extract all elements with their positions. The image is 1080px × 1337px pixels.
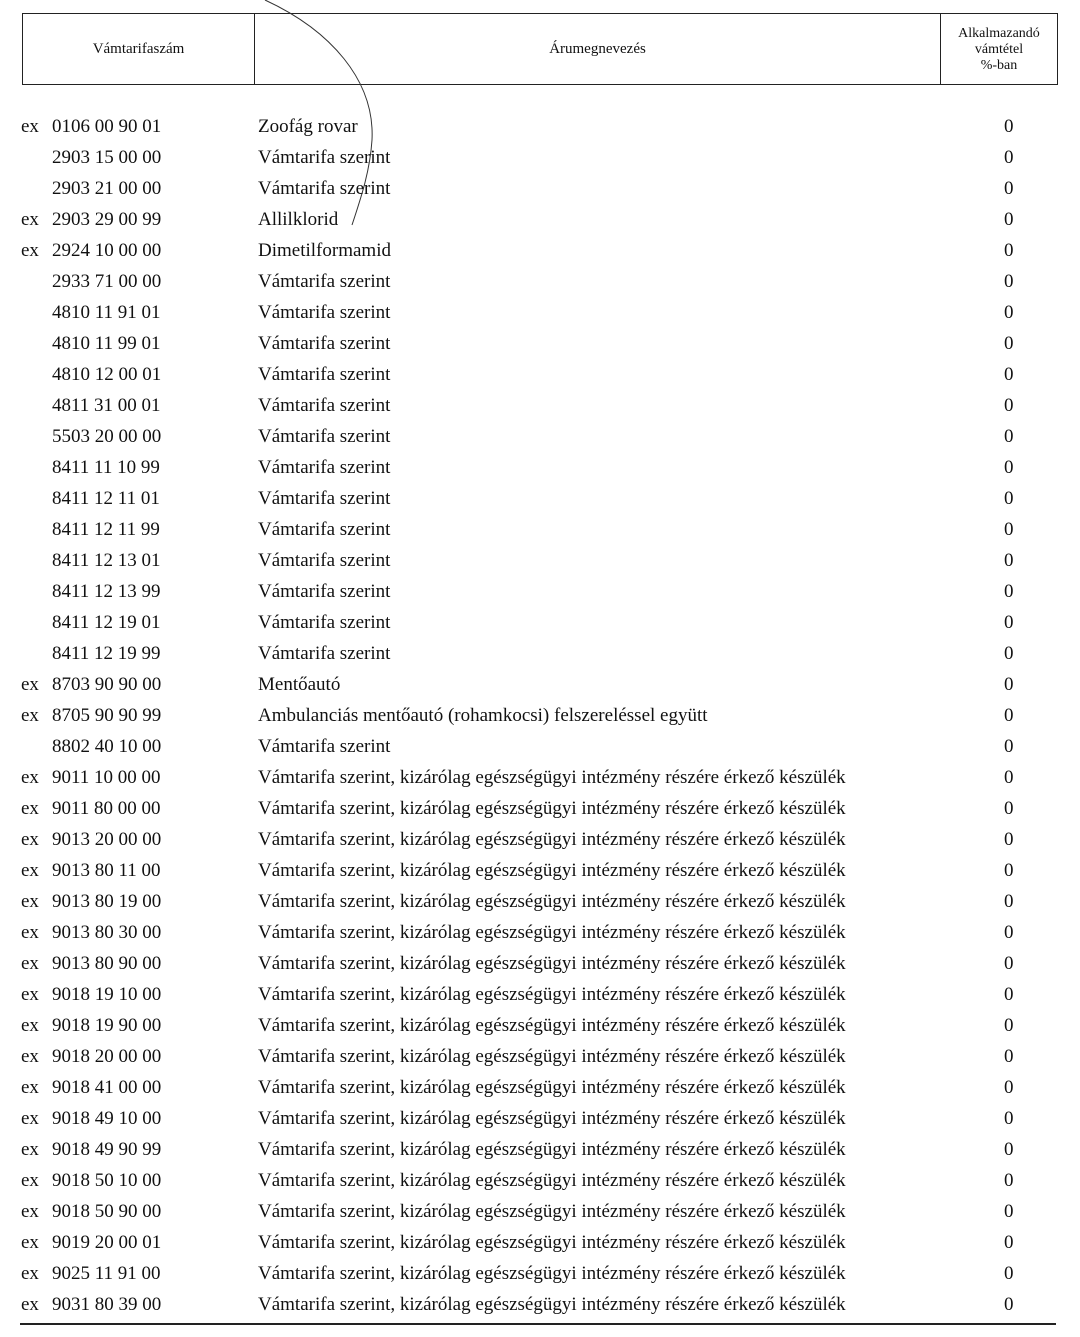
table-row (0, 576, 1080, 607)
table-row (0, 204, 1080, 235)
product-description: Vámtarifa szerint, kizárólag egészségügyi intézmény részére érkező készülék (258, 984, 846, 1005)
tariff-code: 9013 80 90 00 (52, 953, 162, 974)
ex-prefix: ex (21, 891, 39, 912)
ex-prefix: ex (21, 922, 39, 943)
product-description: Vámtarifa szerint (258, 147, 391, 168)
table-row (0, 1103, 1080, 1134)
product-description: Vámtarifa szerint, kizárólag egészségügyi intézmény részére érkező készülék (258, 1232, 846, 1253)
tariff-code: 8411 12 11 01 (52, 488, 160, 509)
duty-rate: 0 (1004, 1139, 1014, 1160)
duty-rate: 0 (1004, 364, 1014, 385)
table-row (0, 483, 1080, 514)
ex-prefix: ex (21, 767, 39, 788)
table-row (0, 979, 1080, 1010)
product-description: Vámtarifa szerint, kizárólag egészségügyi intézmény részére érkező készülék (258, 1046, 846, 1067)
duty-rate: 0 (1004, 457, 1014, 478)
table-row (0, 638, 1080, 669)
ex-prefix: ex (21, 1232, 39, 1253)
ex-prefix: ex (21, 240, 39, 261)
tariff-code: 8411 12 13 01 (52, 550, 161, 571)
duty-rate: 0 (1004, 1108, 1014, 1129)
duty-rate: 0 (1004, 240, 1014, 261)
tariff-code: 9019 20 00 01 (52, 1232, 162, 1253)
ex-prefix: ex (21, 209, 39, 230)
duty-rate: 0 (1004, 798, 1014, 819)
tariff-code: 8802 40 10 00 (52, 736, 162, 757)
tariff-code: 8411 12 11 99 (52, 519, 160, 540)
header-product-description: Árumegnevezés (255, 14, 941, 84)
product-description: Vámtarifa szerint (258, 488, 391, 509)
duty-rate: 0 (1004, 612, 1014, 633)
product-description: Vámtarifa szerint (258, 550, 391, 571)
ex-prefix: ex (21, 1077, 39, 1098)
product-description: Vámtarifa szerint (258, 178, 391, 199)
duty-rate: 0 (1004, 922, 1014, 943)
table-row (0, 235, 1080, 266)
tariff-code: 9013 80 19 00 (52, 891, 162, 912)
table-row (0, 514, 1080, 545)
table-bottom-rule (20, 1323, 1056, 1325)
product-description: Vámtarifa szerint (258, 333, 391, 354)
product-description: Vámtarifa szerint, kizárólag egészségügyi intézmény részére érkező készülék (258, 953, 846, 974)
duty-rate: 0 (1004, 1046, 1014, 1067)
product-description: Vámtarifa szerint, kizárólag egészségügyi intézmény részére érkező készülék (258, 1170, 846, 1191)
tariff-code: 4810 11 91 01 (52, 302, 161, 323)
duty-rate: 0 (1004, 581, 1014, 602)
duty-rate: 0 (1004, 333, 1014, 354)
duty-rate: 0 (1004, 891, 1014, 912)
table-row (0, 855, 1080, 886)
duty-rate: 0 (1004, 1232, 1014, 1253)
tariff-code: 9011 80 00 00 (52, 798, 161, 819)
product-description: Vámtarifa szerint (258, 457, 391, 478)
tariff-code: 9018 41 00 00 (52, 1077, 162, 1098)
product-description: Vámtarifa szerint, kizárólag egészségügyi intézmény részére érkező készülék (258, 1015, 846, 1036)
table-row (0, 731, 1080, 762)
duty-rate: 0 (1004, 736, 1014, 757)
table-row (0, 948, 1080, 979)
table-row (0, 1134, 1080, 1165)
table-row (0, 297, 1080, 328)
product-description: Vámtarifa szerint, kizárólag egészségügyi intézmény részére érkező készülék (258, 1294, 846, 1315)
product-description: Vámtarifa szerint (258, 426, 391, 447)
tariff-code: 5503 20 00 00 (52, 426, 162, 447)
duty-rate: 0 (1004, 953, 1014, 974)
product-description: Vámtarifa szerint, kizárólag egészségügyi intézmény részére érkező készülék (258, 1108, 846, 1129)
tariff-code: 4810 11 99 01 (52, 333, 161, 354)
ex-prefix: ex (21, 984, 39, 1005)
table-row (0, 886, 1080, 917)
tariff-code: 4811 31 00 01 (52, 395, 161, 416)
ex-prefix: ex (21, 1201, 39, 1222)
tariff-code: 2933 71 00 00 (52, 271, 162, 292)
product-description: Vámtarifa szerint (258, 581, 391, 602)
tariff-code: 0106 00 90 01 (52, 116, 162, 137)
product-description: Vámtarifa szerint, kizárólag egészségügyi intézmény részére érkező készülék (258, 767, 846, 788)
tariff-code: 9018 19 10 00 (52, 984, 162, 1005)
ex-prefix: ex (21, 674, 39, 695)
tariff-code: 9018 49 90 99 (52, 1139, 162, 1160)
tariff-code: 9025 11 91 00 (52, 1263, 161, 1284)
ex-prefix: ex (21, 1015, 39, 1036)
product-description: Vámtarifa szerint, kizárólag egészségügyi intézmény részére érkező készülék (258, 1201, 846, 1222)
table-row (0, 266, 1080, 297)
table-row (0, 359, 1080, 390)
tariff-code: 8705 90 90 99 (52, 705, 162, 726)
duty-rate: 0 (1004, 767, 1014, 788)
product-description: Vámtarifa szerint, kizárólag egészségügyi intézmény részére érkező készülék (258, 1139, 846, 1160)
duty-rate: 0 (1004, 302, 1014, 323)
table-row (0, 1289, 1080, 1320)
duty-rate: 0 (1004, 395, 1014, 416)
table-row (0, 1196, 1080, 1227)
tariff-code: 2924 10 00 00 (52, 240, 162, 261)
duty-rate: 0 (1004, 829, 1014, 850)
product-description: Vámtarifa szerint (258, 612, 391, 633)
table-row (0, 824, 1080, 855)
tariff-code: 8411 12 19 01 (52, 612, 161, 633)
table-row (0, 142, 1080, 173)
product-description: Vámtarifa szerint (258, 736, 391, 757)
product-description: Vámtarifa szerint (258, 364, 391, 385)
table-header (22, 13, 1058, 85)
table-row (0, 328, 1080, 359)
ex-prefix: ex (21, 860, 39, 881)
table-row (0, 1258, 1080, 1289)
duty-rate: 0 (1004, 426, 1014, 447)
duty-rate: 0 (1004, 1201, 1014, 1222)
table-row (0, 421, 1080, 452)
table-row (0, 1072, 1080, 1103)
table-row (0, 173, 1080, 204)
ex-prefix: ex (21, 705, 39, 726)
product-description: Vámtarifa szerint, kizárólag egészségügyi intézmény részére érkező készülék (258, 1077, 846, 1098)
product-description: Vámtarifa szerint (258, 271, 391, 292)
tariff-code: 9018 50 10 00 (52, 1170, 162, 1191)
product-description: Ambulanciás mentőautó (rohamkocsi) felszereléssel együtt (258, 705, 708, 726)
product-description: Vámtarifa szerint, kizárólag egészségügyi intézmény részére érkező készülék (258, 1263, 846, 1284)
tariff-code: 9018 49 10 00 (52, 1108, 162, 1129)
duty-rate: 0 (1004, 550, 1014, 571)
duty-rate: 0 (1004, 643, 1014, 664)
header-duty-rate: Alkalmazandó vámtétel %-ban (958, 26, 1040, 73)
tariff-code: 9031 80 39 00 (52, 1294, 162, 1315)
tariff-code: 9011 10 00 00 (52, 767, 161, 788)
duty-rate: 0 (1004, 1294, 1014, 1315)
tariff-code: 9013 80 11 00 (52, 860, 161, 881)
tariff-code: 8411 11 10 99 (52, 457, 160, 478)
product-description: Vámtarifa szerint, kizárólag egészségügyi intézmény részére érkező készülék (258, 829, 846, 850)
ex-prefix: ex (21, 1046, 39, 1067)
duty-rate: 0 (1004, 1170, 1014, 1191)
ex-prefix: ex (21, 1139, 39, 1160)
product-description: Dimetilformamid (258, 240, 391, 261)
tariff-code: 9018 19 90 00 (52, 1015, 162, 1036)
tariff-table-body (0, 111, 1080, 1320)
table-row (0, 390, 1080, 421)
header-tariff-number: Vámtarifaszám (23, 14, 255, 84)
table-row (0, 762, 1080, 793)
ex-prefix: ex (21, 953, 39, 974)
tariff-code: 2903 21 00 00 (52, 178, 162, 199)
table-row (0, 607, 1080, 638)
duty-rate: 0 (1004, 705, 1014, 726)
duty-rate: 0 (1004, 209, 1014, 230)
tariff-code: 8411 12 13 99 (52, 581, 161, 602)
table-row (0, 669, 1080, 700)
table-row (0, 700, 1080, 731)
table-row (0, 793, 1080, 824)
duty-rate: 0 (1004, 1263, 1014, 1284)
tariff-code: 9018 50 90 00 (52, 1201, 162, 1222)
product-description: Vámtarifa szerint (258, 302, 391, 323)
product-description: Vámtarifa szerint, kizárólag egészségügyi intézmény részére érkező készülék (258, 891, 846, 912)
duty-rate: 0 (1004, 488, 1014, 509)
table-row (0, 452, 1080, 483)
duty-rate: 0 (1004, 271, 1014, 292)
table-row (0, 1227, 1080, 1258)
duty-rate: 0 (1004, 860, 1014, 881)
ex-prefix: ex (21, 1294, 39, 1315)
duty-rate: 0 (1004, 984, 1014, 1005)
table-row (0, 1165, 1080, 1196)
duty-rate: 0 (1004, 1015, 1014, 1036)
duty-rate: 0 (1004, 674, 1014, 695)
product-description: Allilklorid (258, 209, 339, 230)
duty-rate: 0 (1004, 147, 1014, 168)
ex-prefix: ex (21, 1108, 39, 1129)
duty-rate: 0 (1004, 1077, 1014, 1098)
ex-prefix: ex (21, 1263, 39, 1284)
duty-rate: 0 (1004, 519, 1014, 540)
tariff-code: 9018 20 00 00 (52, 1046, 162, 1067)
product-description: Vámtarifa szerint, kizárólag egészségügyi intézmény részére érkező készülék (258, 922, 846, 943)
product-description: Vámtarifa szerint (258, 643, 391, 664)
tariff-code: 2903 29 00 99 (52, 209, 162, 230)
tariff-code: 8703 90 90 00 (52, 674, 162, 695)
product-description: Vámtarifa szerint (258, 395, 391, 416)
product-description: Mentőautó (258, 674, 341, 695)
ex-prefix: ex (21, 829, 39, 850)
ex-prefix: ex (21, 116, 39, 137)
tariff-code: 9013 80 30 00 (52, 922, 162, 943)
duty-rate: 0 (1004, 178, 1014, 199)
tariff-code: 9013 20 00 00 (52, 829, 162, 850)
tariff-code: 8411 12 19 99 (52, 643, 161, 664)
table-row (0, 917, 1080, 948)
product-description: Vámtarifa szerint, kizárólag egészségügyi intézmény részére érkező készülék (258, 860, 846, 881)
table-row (0, 111, 1080, 142)
table-row (0, 1041, 1080, 1072)
ex-prefix: ex (21, 1170, 39, 1191)
product-description: Zoofág rovar (258, 116, 358, 137)
product-description: Vámtarifa szerint, kizárólag egészségügyi intézmény részére érkező készülék (258, 798, 846, 819)
ex-prefix: ex (21, 798, 39, 819)
table-row (0, 545, 1080, 576)
tariff-code: 2903 15 00 00 (52, 147, 162, 168)
tariff-code: 4810 12 00 01 (52, 364, 162, 385)
table-row (0, 1010, 1080, 1041)
duty-rate: 0 (1004, 116, 1014, 137)
product-description: Vámtarifa szerint (258, 519, 391, 540)
